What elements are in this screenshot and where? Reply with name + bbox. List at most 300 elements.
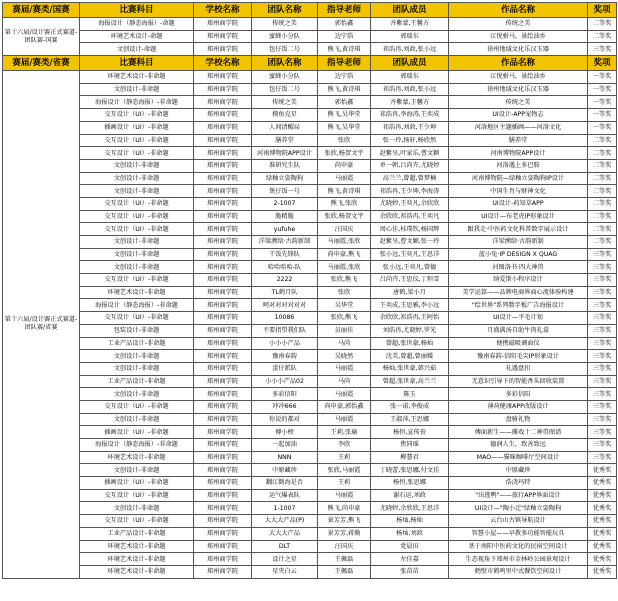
table-cell: 尤晓婷,余欣欣,王思洋: [371, 502, 449, 515]
header-cell: 团队成员: [371, 56, 449, 71]
table-cell: 运气爆表队: [252, 489, 318, 502]
table-cell: 张欣: [318, 134, 371, 147]
table-cell: 河南博物院—绿釉立姿陶狗IP设计: [449, 172, 588, 185]
table-cell: 二等奖: [588, 223, 617, 236]
table-cell: 丁晓蕾,张思娜,付文佳: [371, 464, 449, 477]
header-cell: 赛届/赛类/国赛: [3, 3, 80, 18]
table-cell: 哈哈哈哈-队: [252, 261, 318, 274]
table-cell: 杨灿,张世豪,韩兴茹: [371, 362, 449, 375]
table-cell: 曾超,张世豪,杨灿: [371, 337, 449, 350]
table-cell: 豫南春韵: [252, 350, 318, 363]
table-cell: 王莉: [318, 451, 371, 464]
table-row: [3, 134, 617, 147]
table-cell: 景芳芳,蒋勤: [318, 527, 371, 540]
table-cell: 盘骑礼物: [449, 413, 588, 426]
table-cell: 汪国庆: [318, 540, 371, 553]
table-cell: 三等奖: [588, 299, 617, 312]
table-cell: 郑州商学院: [194, 274, 252, 287]
table-cell: 王佩磊: [318, 553, 371, 566]
table-cell: 10086: [252, 312, 318, 325]
table-cell: 小小小产品02: [252, 375, 318, 388]
table-cell: 豫南春韵-信阳毛尖IP形象设计: [449, 350, 588, 363]
table-cell: 云台山古镇导航设计: [449, 515, 588, 528]
table-cell: MAO——猫咪咖啡厅空间设计: [449, 451, 588, 464]
table-cell: 传统之美: [449, 96, 588, 109]
table-cell: 吴晓然: [318, 350, 371, 363]
table-cell: 二等奖: [588, 236, 617, 249]
table-cell: 三等奖: [588, 413, 617, 426]
table-cell: 二等奖: [588, 30, 617, 43]
table-cell: 包装设计-非命题: [80, 324, 194, 337]
table-cell: 熊飞,黄诗琪: [318, 83, 371, 96]
table-cell: 郑州商学院: [194, 565, 252, 578]
table-cell: 海报设计（静态海报）-非命题: [80, 96, 194, 109]
table-row: [3, 121, 617, 134]
table-cell: 插画设计（UI）-非命题: [80, 121, 194, 134]
table-cell: 杨灿,杨灿: [371, 515, 449, 528]
table-cell: 多彩信阳: [449, 388, 588, 401]
table-cell: 张苗苗: [371, 565, 449, 578]
table-cell: 王佩磊: [318, 565, 371, 578]
table-row: [3, 515, 617, 528]
table-cell: 汪国庆: [318, 223, 371, 236]
table-cell: 郑州商学院: [194, 197, 252, 210]
table-cell: TL鹤月队: [252, 286, 318, 299]
table-cell: 郑州商学院: [194, 223, 252, 236]
table-cell: 三等奖: [588, 451, 617, 464]
table-cell: 杨灿,刘政: [371, 527, 449, 540]
table-cell: 余欣欣,祁浩冉,王奕凡: [371, 210, 449, 223]
table-cell: 马尚: [318, 337, 371, 350]
table-cell: 郑州商学院: [194, 286, 252, 299]
table-cell: 祁浩冉,王少坤,李海涛: [371, 185, 449, 198]
header-cell: 比赛科目: [80, 3, 194, 18]
table-row: [3, 261, 617, 274]
table-cell: 马尚: [318, 375, 371, 388]
table-cell: 礼遇盘扣: [449, 362, 588, 375]
table-row: [3, 451, 617, 464]
table-cell: 柳慧君: [371, 451, 449, 464]
table-cell: 郑州商学院: [194, 312, 252, 325]
table-cell: 马丽霞: [318, 489, 371, 502]
table-cell: 摸鱼克星: [252, 109, 318, 122]
table-cell: 王莉,张瑜: [318, 426, 371, 439]
header-cell: 赛届/赛类/省赛: [3, 56, 80, 71]
table-cell: 马丽霞,张欣: [318, 236, 371, 249]
table-cell: 郑州商学院: [194, 451, 252, 464]
table-cell: 焦同瑶: [371, 439, 449, 452]
table-cell: 冲冲666: [252, 400, 318, 413]
header-cell: 团队成员: [371, 3, 449, 18]
table-cell: 跟我走·中医药文化科普数字展示设计: [449, 223, 588, 236]
table-cell: 三等奖: [588, 274, 617, 287]
table-row: [3, 172, 617, 185]
table-cell: 交互设计（UI）-非命题: [80, 223, 194, 236]
table-cell: 王淑萍,王思娜: [371, 413, 449, 426]
header-cell: 团队名称: [252, 3, 318, 18]
table-cell: 蜜蜂小分队: [252, 30, 318, 43]
table-cell: 三等奖: [588, 400, 617, 413]
table-cell: 交互设计（UI）-非命题: [80, 134, 194, 147]
header-cell: 学校名称: [194, 56, 252, 71]
table-cell: 余欣欣,祁浩冉,王阿怡: [371, 312, 449, 325]
table-cell: 文创设计-非命题: [80, 413, 194, 426]
table-cell: 傅小榜: [252, 426, 318, 439]
table-cell: 熊飞,尚申豪: [318, 502, 371, 515]
table-cell: 插画设计（UI）-非命题: [80, 477, 194, 490]
table-cell: 尚申豪: [318, 159, 371, 172]
table-cell: 便携磁吸调面仪: [449, 337, 588, 350]
table-row: [3, 553, 617, 566]
table-cell: 智慧小屋——早教多功能智能玩具: [449, 527, 588, 540]
table-cell: 三等奖: [588, 248, 617, 261]
table-cell: 三等奖: [588, 362, 617, 375]
table-cell: 齐紫蒙,王馨方: [371, 96, 449, 109]
table-cell: 文创设计-命题: [80, 43, 194, 56]
table-cell: 三等奖: [588, 43, 617, 56]
header-cell: 奖项: [588, 56, 617, 71]
table-cell: 赵紫呈,叶家乐,曹文颖: [371, 147, 449, 160]
table-cell: 郑州商学院: [194, 83, 252, 96]
table-cell: 党晨田: [371, 540, 449, 553]
table-cell: 一等奖: [588, 83, 617, 96]
table-cell: 江悦驸马，景绘油乡: [449, 71, 588, 84]
table-cell: 祁浩冉,李海涛,王奕成: [371, 109, 449, 122]
table-cell: 尤晓婷,王奕凡,余欣欣: [371, 197, 449, 210]
table-row: [3, 223, 617, 236]
table-cell: 你说的都对: [252, 413, 318, 426]
table-cell: 交互设计（UI）-非命题: [80, 515, 194, 528]
table-cell: 郑州商学院: [194, 515, 252, 528]
table-cell: 郑州商学院: [194, 109, 252, 122]
table-cell: UI设计—平毛计划: [449, 312, 588, 325]
table-row: [3, 413, 617, 426]
table-cell: 环境艺术设计-非命题: [80, 286, 194, 299]
table-cell: 文创设计-非命题: [80, 350, 194, 363]
table-cell: 小小小产品: [252, 337, 318, 350]
table-row: [3, 540, 617, 553]
table-cell: 刘浩冉,尤晓婷,罗光: [371, 324, 449, 337]
table-cell: 不要指望我们队: [252, 324, 318, 337]
header-cell: 奖项: [588, 3, 617, 18]
table-cell: 多彩信阳: [252, 388, 318, 401]
table-cell: 王奕成,王思雅,李小远: [371, 299, 449, 312]
table-cell: 郑州商学院: [194, 134, 252, 147]
table-cell: 江悦驸马，景绘油乡: [449, 30, 588, 43]
table-cell: 张小远,王奕凡,王思洋: [371, 248, 449, 261]
table-cell: 熊飞,张欣: [318, 197, 371, 210]
header-cell: 学校名称: [194, 3, 252, 18]
table-cell: 二等奖: [588, 210, 617, 223]
table-cell: 郭瑞东: [371, 30, 449, 43]
table-row: [3, 30, 617, 43]
table-cell: 中原藏珍: [449, 464, 588, 477]
table-cell: 郑州商学院: [194, 236, 252, 249]
table-row: [3, 350, 617, 363]
table-cell: 三等奖: [588, 286, 617, 299]
table-cell: 一等奖: [588, 109, 617, 122]
table-cell: 优秀奖: [588, 515, 617, 528]
table-cell: 洋粱溯给·古韵新制: [252, 236, 318, 249]
table-cell: 单一朝,吕尚卉,尤晓婷: [371, 159, 449, 172]
table-cell: 交互设计（UI）-非命题: [80, 274, 194, 287]
table-cell: 文创设计-非命题: [80, 464, 194, 477]
table-cell: 尚申豪,熊飞: [318, 248, 371, 261]
table-cell: 郭怡鑫: [318, 96, 371, 109]
table-cell: 呵对对对对对对: [252, 299, 318, 312]
table-cell: 2222: [252, 274, 318, 287]
table-cell: 周心佳,桂璞钦,杨国辉: [371, 223, 449, 236]
table-cell: 美学运算——品牌电商界面心流体验构建: [449, 286, 588, 299]
table-cell: 郑州商学院: [194, 299, 252, 312]
table-cell: 二等奖: [588, 185, 617, 198]
table-cell: 交互设计（UI）-非命题: [80, 147, 194, 160]
table-cell: 郑州商学院: [194, 96, 252, 109]
table-cell: 赵紫呈,曹文颖,张一玲: [371, 236, 449, 249]
table-cell: 郑州商学院: [194, 413, 252, 426]
table-row: [3, 71, 617, 84]
table-cell: 工业产品设计-非命题: [80, 337, 194, 350]
table-cell: 环境艺术设计-非命题: [80, 553, 194, 566]
table-cell: 尚申豪,郭怡鑫: [318, 400, 371, 413]
table-cell: 文创设计-非命题: [80, 236, 194, 249]
table-cell: 杨恒,张思娜: [371, 477, 449, 490]
table-cell: 郑州商学院: [194, 159, 252, 172]
table-cell: 郑州商学院: [194, 121, 252, 134]
table-cell: 优秀奖: [588, 565, 617, 578]
table-row: [3, 477, 617, 490]
table-cell: 环境艺术设计-非命题: [80, 565, 194, 578]
table-cell: 交互设计（UI）-非命题: [80, 109, 194, 122]
table-cell: 三等奖: [588, 426, 617, 439]
header-cell: 指导老师: [318, 56, 371, 71]
table-cell: 熊飞,黄诗琪: [318, 43, 371, 56]
table-cell: 郑州商学院: [194, 477, 252, 490]
table-row: [3, 286, 617, 299]
table-row: [3, 43, 617, 56]
table-cell: 三等奖: [588, 324, 617, 337]
table-cell: 交互设计（UI）-非命题: [80, 400, 194, 413]
table-cell: 工业产品设计-非命题: [80, 375, 194, 388]
table-row: [3, 18, 617, 31]
table-cell: 蛋仔派队: [252, 362, 318, 375]
table-cell: 河南博物院APP设计: [449, 147, 588, 160]
table-row: [3, 324, 617, 337]
table-cell: 张欣: [318, 286, 371, 299]
table-cell: 祁浩冉,刘政,王少坤: [371, 121, 449, 134]
table-cell: 郑州商学院: [194, 248, 252, 261]
header-cell: 作品名称: [449, 56, 588, 71]
table-cell: 环境艺术设计-命题: [80, 30, 194, 43]
table-cell: 二等奖: [588, 172, 617, 185]
table-row: [3, 375, 617, 388]
table-cell: 郑州商学院: [194, 350, 252, 363]
table-row: [3, 197, 617, 210]
table-cell: 边宁浩: [318, 71, 371, 84]
table-cell: 李欣: [318, 439, 371, 452]
table-cell: 郑州商学院: [194, 261, 252, 274]
table-cell: 马丽霞: [318, 362, 371, 375]
table-cell: 郑州商学院: [194, 388, 252, 401]
table-cell: 郑州商学院: [194, 43, 252, 56]
table-cell: 沈美,曾超,曾丽媛: [371, 350, 449, 363]
table-cell: 郑州商学院: [194, 18, 252, 31]
table-cell: 边宁浩: [318, 30, 371, 43]
table-cell: 人间清醒局: [252, 121, 318, 134]
table-cell: 郑州商学院: [194, 426, 252, 439]
table-cell: 一等奖: [588, 96, 617, 109]
table-cell: 景芳芳,熊飞: [318, 515, 371, 528]
header-row: [3, 56, 617, 71]
group-cell: 第十六届/设计赛正式赛道-团队赛/省赛: [3, 71, 80, 579]
table-cell: 一等奖: [588, 71, 617, 84]
table-cell: 交互设计（UI）-非命题: [80, 312, 194, 325]
table-cell: 文创设计-非命题: [80, 502, 194, 515]
table-row: [3, 400, 617, 413]
table-cell: 传统之美: [252, 18, 318, 31]
table-cell: 三等奖: [588, 312, 617, 325]
table-cell: 三等奖: [588, 388, 617, 401]
table-cell: 基于南阳中医药文化的民宿空间设计: [449, 540, 588, 553]
table-row: [3, 274, 617, 287]
table-cell: 张欣,杨贺文宇: [318, 210, 371, 223]
table-cell: 二等奖: [588, 197, 617, 210]
table-cell: 薄荷健康APP改版设计: [449, 400, 588, 413]
table-cell: 月盛满汤自助牛肉礼盒: [449, 324, 588, 337]
table-row: [3, 248, 617, 261]
table-cell: 优秀奖: [588, 464, 617, 477]
table-cell: 张一玲,扬轩,杨欣然: [371, 134, 449, 147]
table-cell: 优秀奖: [588, 477, 617, 490]
table-cell: 马丽霞: [318, 388, 371, 401]
table-cell: 河图洛书·四大神兽: [449, 261, 588, 274]
table-cell: 纳爱斯小程序设计: [449, 274, 588, 287]
table-row: [3, 489, 617, 502]
table-cell: 河洛遇上多巴胺: [449, 159, 588, 172]
table-cell: 三等奖: [588, 337, 617, 350]
table-cell: 包仔饭二号: [252, 83, 318, 96]
table-row: [3, 388, 617, 401]
table-cell: 文创设计-非命题: [80, 362, 194, 375]
table-cell: 张欣,马丽霞: [318, 464, 371, 477]
table-cell: 传统之美: [252, 96, 318, 109]
table-cell: 一起加油: [252, 439, 318, 452]
table-body: [3, 3, 617, 579]
table-cell: 膳养堂: [252, 134, 318, 147]
table-cell: 陈玉: [371, 388, 449, 401]
table-cell: 王莉: [318, 477, 371, 490]
table-cell: 鹤壁市鹤鸣里中式餐饮空间设计: [449, 565, 588, 578]
table-cell: 星夹白云: [252, 565, 318, 578]
table-cell: 张欣,熊飞: [318, 312, 371, 325]
table-row: [3, 502, 617, 515]
header-cell: 团队名称: [252, 56, 318, 71]
table-cell: 郑州商学院: [194, 362, 252, 375]
table-cell: 插画设计（UI）-非命题: [80, 426, 194, 439]
table-cell: 交互设计（UI）-非命题: [80, 489, 194, 502]
table-cell: 德润人生，致善致远: [449, 439, 588, 452]
table-cell: 环境艺术设计-非命题: [80, 71, 194, 84]
table-cell: yufuhe: [252, 223, 318, 236]
table-cell: 员丽佳: [318, 324, 371, 337]
table-cell: UI设计—"陶小迁"绿釉立姿陶狗: [449, 502, 588, 515]
table-cell: 文创设计-非命题: [80, 248, 194, 261]
table-cell: 郑州商学院: [194, 502, 252, 515]
table-row: [3, 147, 617, 160]
table-cell: 大大大产品: [252, 527, 318, 540]
table-cell: UI设计-APP宠物志: [449, 109, 588, 122]
table-cell: 三等奖: [588, 350, 617, 363]
table-cell: 唐鹤,梁小月: [371, 286, 449, 299]
table-cell: 膳养堂: [449, 134, 588, 147]
table-cell: 徐州地域文化乐汉玉器: [449, 83, 588, 96]
table-cell: 三等奖: [588, 375, 617, 388]
table-cell: 蜜蜂小分队: [252, 71, 318, 84]
table-cell: 张一诺,李俊成: [371, 400, 449, 413]
table-cell: 谢石运,刘政: [371, 489, 449, 502]
group-cell: 第十六届/设计赛正式赛道-团队赛-国赛: [3, 18, 80, 56]
table-cell: 吕尚卉,王思仪,丁烜雪: [371, 274, 449, 287]
table-cell: 蓝小兔·IP DESIGN X QUAG: [449, 248, 588, 261]
table-cell: 2-1007: [252, 197, 318, 210]
table-cell: 郑州商学院: [194, 540, 252, 553]
table-cell: 郑州商学院: [194, 147, 252, 160]
table-row: [3, 337, 617, 350]
table-cell: 1-1007: [252, 502, 318, 515]
table-row: [3, 185, 617, 198]
table-row: [3, 527, 617, 540]
table-cell: 郑州商学院: [194, 71, 252, 84]
table-row: [3, 464, 617, 477]
header-cell: 比赛科目: [80, 56, 194, 71]
table-cell: 二等奖: [588, 159, 617, 172]
table-row: [3, 312, 617, 325]
header-row: [3, 3, 617, 18]
table-cell: 脆精脆: [252, 210, 318, 223]
table-cell: 河洛地区主题插画——河洛文化: [449, 121, 588, 134]
table-row: [3, 210, 617, 223]
table-cell: 交互设计（UI）-非命题: [80, 197, 194, 210]
table-cell: 马丽霞: [318, 413, 371, 426]
table-cell: UI设计-药知草APP: [449, 197, 588, 210]
table-cell: 中国生肖与财神文化: [449, 185, 588, 198]
table-cell: 齐紫蒙,王馨方: [371, 18, 449, 31]
table-cell: 优秀奖: [588, 527, 617, 540]
table-cell: 郑州商学院: [194, 30, 252, 43]
table-cell: DLT: [252, 540, 318, 553]
table-cell: 郑州商学院: [194, 489, 252, 502]
table-cell: 一等奖: [588, 121, 617, 134]
table-cell: 郑州商学院: [194, 375, 252, 388]
table-cell: 文创设计-非命题: [80, 185, 194, 198]
table-cell: 浩浇玛特: [449, 477, 588, 490]
awards-table: [2, 2, 617, 579]
table-cell: 翻江倒海是否: [252, 477, 318, 490]
table-cell: 马丽霞,张欣: [318, 261, 371, 274]
table-cell: 高兰兰,曾超,曾梦楠: [371, 172, 449, 185]
table-cell: 包仔饭二号: [252, 43, 318, 56]
table-cell: 文创设计-非命题: [80, 388, 194, 401]
table-cell: 徐州地域文化乐汉玉器: [449, 43, 588, 56]
table-cell: 马丽霞: [318, 172, 371, 185]
table-row: [3, 439, 617, 452]
table-cell: UI设计—布老虎IP形象设计: [449, 210, 588, 223]
table-cell: 二等奖: [588, 147, 617, 160]
table-cell: 郭怡鑫: [318, 18, 371, 31]
table-cell: 三等奖: [588, 261, 617, 274]
table-cell: 绿釉立姿陶狗: [252, 172, 318, 185]
header-cell: 作品名称: [449, 3, 588, 18]
